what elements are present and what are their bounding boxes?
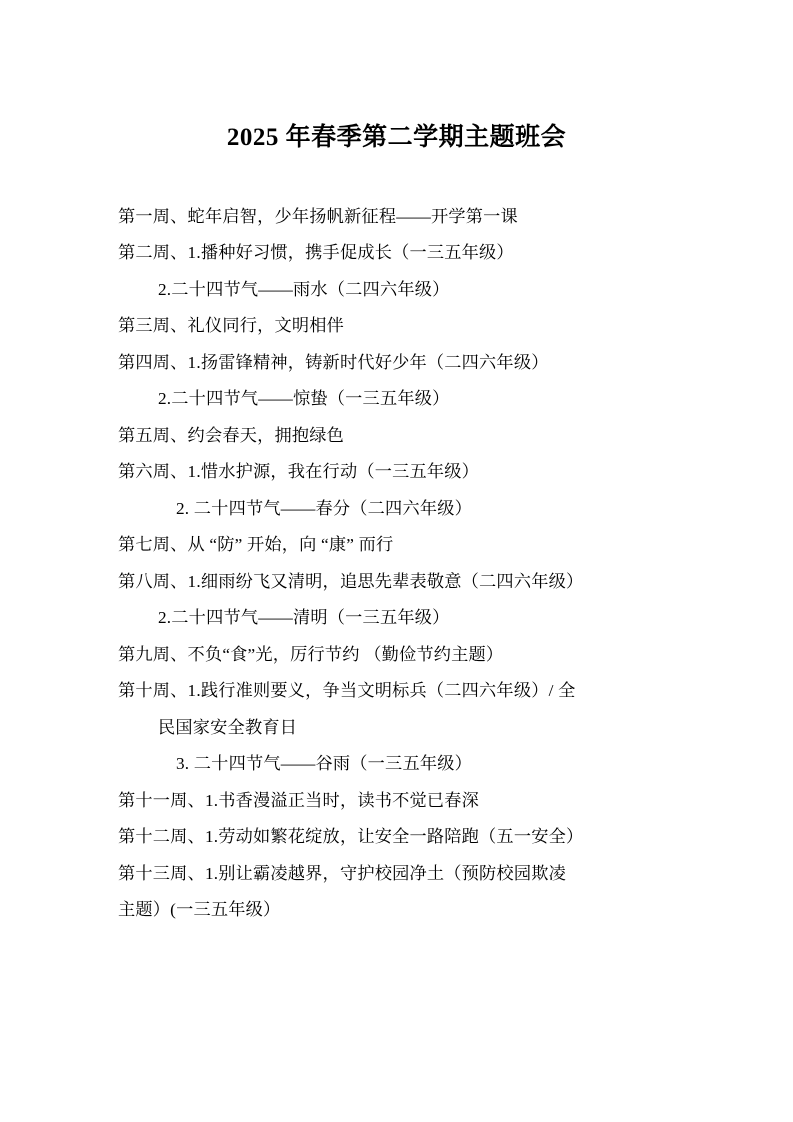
document-line: 民国家安全教育日: [158, 717, 298, 737]
document-line: 第三周、礼仪同行，文明相伴: [118, 316, 345, 335]
document-line: 第十二周、1.劳动如繁花绽放，让安全一路陪跑（五一安全）: [118, 827, 584, 846]
document-line: 2.二十四节气——惊蛰（一三五年级）: [158, 389, 450, 408]
document-line: 2. 二十四节气——春分（二四六年级）: [176, 498, 472, 518]
document-line: 第六周、1.惜水护源，我在行动（一三五年级）: [118, 462, 480, 481]
document-line: 第二周、1.播种好习惯，携手促成长（一三五年级）: [118, 243, 514, 262]
document-line: 第十三周、1.别让霸凌越界，守护校园净土（预防校园欺凌: [118, 863, 566, 883]
document-line: 第八周、1.细雨纷飞又清明，追思先辈表敬意（二四六年级）: [118, 571, 584, 591]
document-line: 第五周、约会春天，拥抱绿色: [118, 425, 345, 445]
document-body: [118, 199, 675, 929]
document-line: 2.二十四节气——雨水（二四六年级）: [158, 279, 450, 299]
document-line: 第七周、从 “防” 开始，向 “康” 而行: [118, 535, 394, 554]
page-title: 2025 年春季第二学期主题班会: [226, 124, 567, 151]
document-line: 第九周、不负“食”光，厉行节约 （勤俭节约主题）: [118, 644, 504, 664]
document-line: 第四周、1.扬雷锋精神，铸新时代好少年（二四六年级）: [118, 352, 549, 372]
document-line: 2.二十四节气——清明（一三五年级）: [158, 608, 450, 627]
document-line: 第十周、1.践行准则要义，争当文明标兵（二四六年级）/ 全: [118, 681, 576, 700]
document-line: 主题）(一三五年级）: [118, 900, 281, 919]
document-line: 第十一周、1.书香漫溢正当时，读书不觉已春深: [118, 790, 480, 810]
document-line: 第一周、蛇年启智，少年扬帆新征程——开学第一课: [118, 206, 518, 226]
document-line: 3. 二十四节气——谷雨（一三五年级）: [176, 754, 472, 773]
